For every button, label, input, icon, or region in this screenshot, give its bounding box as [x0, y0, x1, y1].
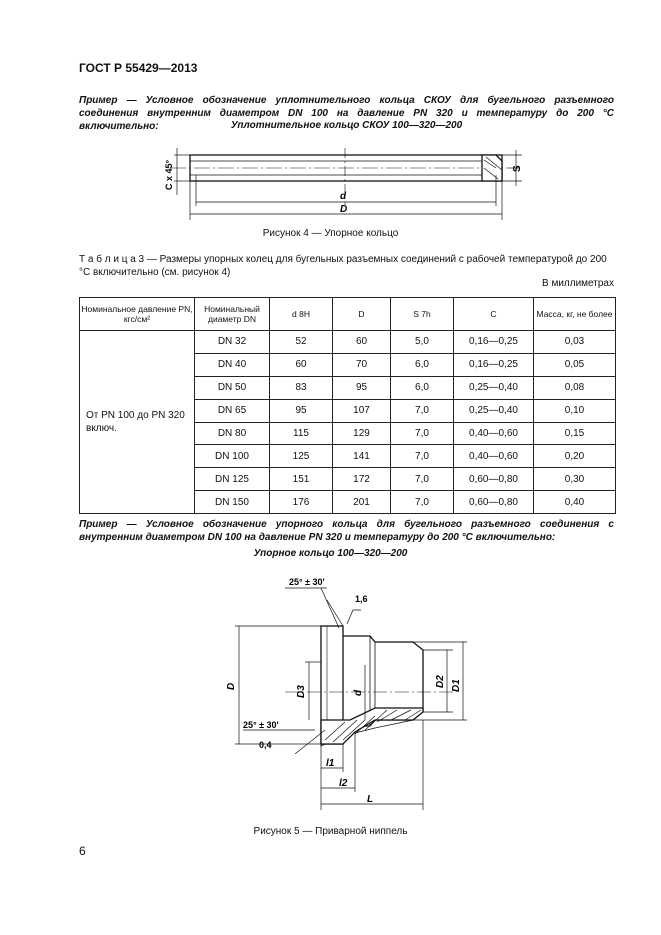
angle-label-bottom: 25° ± 30' — [243, 720, 279, 730]
cell-dn: DN 65 — [195, 399, 270, 422]
table-header-row — [80, 298, 616, 331]
cell-s: 5,0 — [391, 331, 454, 354]
col-header-pn: Номинальное давление PN, кгс/см² — [80, 298, 195, 331]
cell-mass: 0,20 — [534, 445, 616, 468]
example-2-designation: Упорное кольцо 100—320—200 — [253, 548, 408, 559]
roughness-label-top: 1,6 — [355, 594, 368, 604]
l2-label: l2 — [339, 778, 348, 789]
cell-d: 52 — [270, 331, 333, 354]
cell-mass: 0,03 — [534, 331, 616, 354]
cell-D: 201 — [333, 491, 391, 514]
cell-mass: 0,30 — [534, 468, 616, 491]
table-3-caption: Т а б л и ц а 3 — Размеры упорных колец для бугельных разъемных соединений с рабочей температурой до 200 °С включительно (см. рисунок 4) — [79, 254, 607, 278]
cell-D: 129 — [333, 422, 391, 445]
col-header-dn: Номинальный диаметр DN — [195, 298, 270, 331]
table-row — [80, 331, 616, 354]
cell-s: 7,0 — [391, 468, 454, 491]
cell-d: 151 — [270, 468, 333, 491]
cell-s: 7,0 — [391, 399, 454, 422]
cell-mass: 0,08 — [534, 376, 616, 399]
cell-s: 7,0 — [391, 445, 454, 468]
D1-label: D1 — [451, 679, 462, 692]
figure-5-drawing — [215, 570, 475, 820]
cell-c: 0,25—0,40 — [454, 376, 534, 399]
L-label: L — [367, 794, 374, 805]
col-header-d: d 8H — [270, 298, 333, 331]
figure-4-caption: Рисунок 4 — Упорное кольцо — [262, 228, 399, 239]
page-number: 6 — [79, 844, 86, 858]
cell-s: 7,0 — [391, 422, 454, 445]
cell-dn: DN 40 — [195, 353, 270, 376]
pn-group-cell: От PN 100 до PN 320 включ. — [80, 331, 195, 514]
cell-D: 70 — [333, 353, 391, 376]
col-header-c: C — [454, 298, 534, 331]
table-3-units: В миллиметрах — [542, 278, 614, 289]
D3-label: D3 — [296, 685, 307, 698]
figure-5-caption: Рисунок 5 — Приварной ниппель — [253, 826, 408, 837]
cell-D: 60 — [333, 331, 391, 354]
example-1-designation: Уплотнительное кольцо СКОУ 100—320—200 — [230, 120, 463, 131]
cell-c: 0,16—0,25 — [454, 353, 534, 376]
s-label: S — [512, 165, 523, 172]
cell-c: 0,40—0,60 — [454, 422, 534, 445]
cell-dn: DN 50 — [195, 376, 270, 399]
example-2-text: Пример — Условное обозначение упорного кольца для бугельного разъемного соединения с внутренним диаметром DN 100 на давление PN 320 и температуру до 200 °С включительно: — [79, 519, 614, 543]
col-header-D: D — [333, 298, 391, 331]
cell-d: 60 — [270, 353, 333, 376]
cell-c: 0,16—0,25 — [454, 331, 534, 354]
cell-D: 172 — [333, 468, 391, 491]
d-label-fig5: d — [353, 689, 364, 696]
cell-d: 115 — [270, 422, 333, 445]
angle-label-top: 25° ± 30' — [289, 577, 325, 587]
cell-D: 141 — [333, 445, 391, 468]
cell-dn: DN 150 — [195, 491, 270, 514]
cell-s: 6,0 — [391, 353, 454, 376]
cell-mass: 0,05 — [534, 353, 616, 376]
cell-c: 0,60—0,80 — [454, 491, 534, 514]
cell-dn: DN 100 — [195, 445, 270, 468]
d-label: d — [340, 191, 347, 202]
cell-D: 95 — [333, 376, 391, 399]
roughness-label-bottom: 0,4 — [259, 740, 272, 750]
col-header-mass: Масса, кг, не более — [534, 298, 616, 331]
col-header-s: S 7h — [391, 298, 454, 331]
example-1-text: Пример — Условное обозначение уплотнительного кольца СКОУ для бугельного разъемного соединения внутренним диаметром DN 100 на давление PN 320 и температуру до 200 °С включительно: — [79, 95, 614, 132]
figure-4-drawing — [150, 140, 530, 230]
l1-label: l1 — [326, 758, 335, 769]
cell-mass: 0,15 — [534, 422, 616, 445]
cell-d: 125 — [270, 445, 333, 468]
D-label: D — [340, 204, 348, 215]
table-3 — [79, 297, 616, 514]
cell-d: 83 — [270, 376, 333, 399]
cell-dn: DN 125 — [195, 468, 270, 491]
cell-mass: 0,10 — [534, 399, 616, 422]
cell-s: 6,0 — [391, 376, 454, 399]
cell-c: 0,25—0,40 — [454, 399, 534, 422]
D2-label: D2 — [435, 675, 446, 688]
cell-s: 7,0 — [391, 491, 454, 514]
cell-D: 107 — [333, 399, 391, 422]
document-header: ГОСТ Р 55429—2013 — [79, 61, 198, 75]
D-label-fig5: D — [226, 682, 237, 690]
cell-c: 0,40—0,60 — [454, 445, 534, 468]
cell-mass: 0,40 — [534, 491, 616, 514]
cell-dn: DN 32 — [195, 331, 270, 354]
cell-d: 176 — [270, 491, 333, 514]
chamfer-label: C x 45° — [164, 159, 174, 190]
cell-c: 0,60—0,80 — [454, 468, 534, 491]
cell-d: 95 — [270, 399, 333, 422]
cell-dn: DN 80 — [195, 422, 270, 445]
